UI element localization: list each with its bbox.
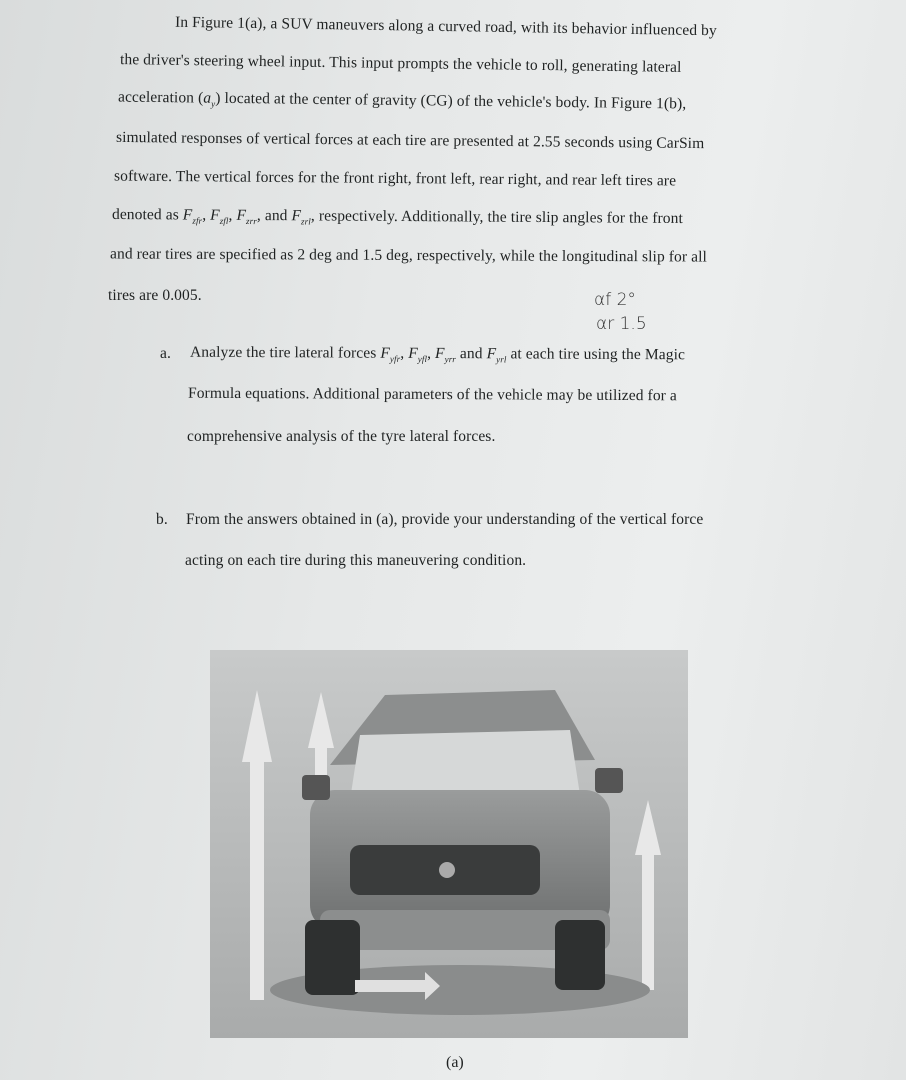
text-line: From the answers obtained in (a), provide your understanding of the vertical force xyxy=(186,511,704,528)
question-marker: b. xyxy=(156,511,168,528)
handwritten-note: αf 2° xyxy=(594,290,636,310)
text-line: software. The vertical forces for the front right, front left, rear right, and rear left tires are xyxy=(113,167,677,190)
text-line: acting on each tire during this maneuvering condition. xyxy=(185,552,527,569)
text-line: and rear tires are specified as 2 deg and 1.5 deg, respectively, while the longitudinal slip for all xyxy=(109,245,707,266)
text-line: Analyze the tire lateral forces $F_{yfr}$, $F_{yfl}$, $F_{yrr}$ and $F_{yrl}$ at each tire using the Magic xyxy=(189,343,686,365)
text-line: simulated responses of vertical forces at each tire are presented at 2.55 seconds using CarSim xyxy=(115,128,705,153)
text-line: Formula equations. Additional parameters of the vehicle may be utilized for a xyxy=(187,384,677,405)
question-marker: a. xyxy=(160,345,171,362)
text-line: In Figure 1(a), a SUV maneuvers along a curved road, with its behavior influenced by xyxy=(174,13,717,40)
suv-figure-image xyxy=(210,650,688,1038)
figure-caption: (a) xyxy=(446,1054,464,1071)
text-line: denoted as $F_{zfr}$, $F_{zfl}$, $F_{zrr}$, and $F_{zrl}$, respectively. Additionally, the tire slip angles for the front xyxy=(111,206,683,227)
text-line: tires are 0.005. xyxy=(108,287,202,304)
suv-illustration xyxy=(210,650,688,1038)
text-line: acceleration $(a_y)$ located at the center of gravity (CG) of the vehicle's body. In Figure 1(b), xyxy=(117,88,687,113)
text-line: comprehensive analysis of the tyre lateral forces. xyxy=(187,428,496,445)
handwritten-note: αr 1.5 xyxy=(596,314,647,334)
text-line: the driver's steering wheel input. This input prompts the vehicle to roll, generating lateral xyxy=(119,51,682,76)
